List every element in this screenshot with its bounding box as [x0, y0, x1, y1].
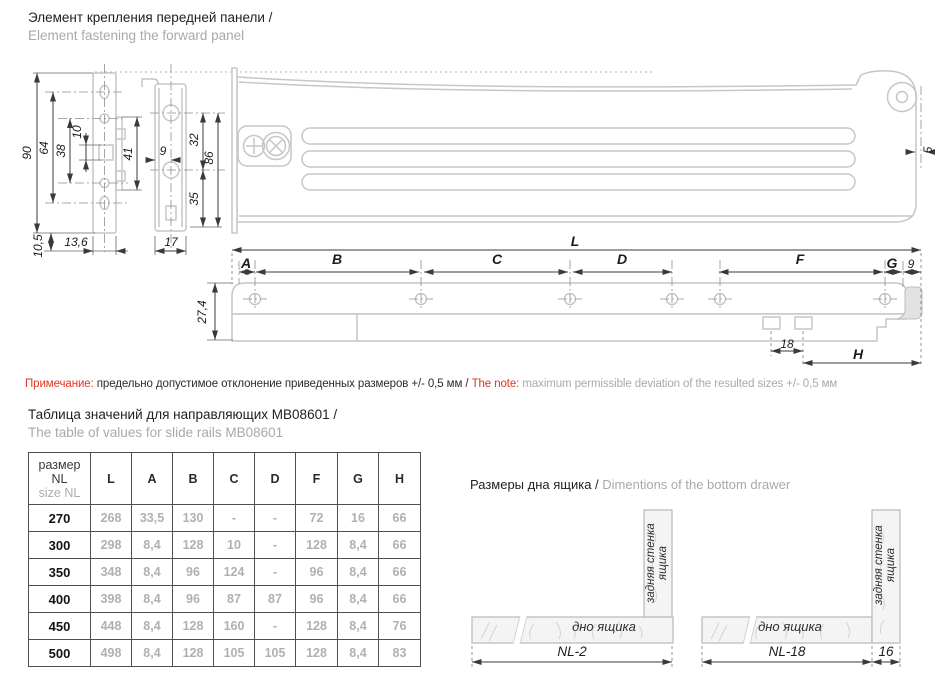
table-title-en: The table of values for slide rails MB08601: [28, 425, 284, 440]
page-title: [28, 9, 272, 45]
cell: 8,4: [338, 640, 379, 667]
dim-label-F: F: [795, 251, 805, 267]
cell: 128: [173, 640, 214, 667]
dim-label-C: C: [491, 251, 503, 267]
cell: 8,4: [132, 586, 173, 613]
size-header-cell: [29, 453, 91, 505]
dim-label-L: L: [570, 233, 580, 249]
size-cell: 300: [29, 532, 91, 559]
cell: 66: [379, 505, 421, 532]
size-cell: 350: [29, 559, 91, 586]
dim-label-27-4: 27,4: [195, 300, 209, 324]
col-header-B: B: [173, 453, 214, 505]
note-label-en: The note:: [471, 378, 520, 390]
cell: 128: [173, 613, 214, 640]
dim-label-32: 32: [187, 133, 201, 147]
cell: -: [255, 532, 296, 559]
cell: 83: [379, 640, 421, 667]
cell: 66: [379, 532, 421, 559]
col-header-H: H: [379, 453, 421, 505]
dim-label-nl-18: NL-18: [768, 644, 806, 659]
table-row: [29, 640, 421, 667]
col-header-L: L: [91, 453, 132, 505]
note-text-en: maximum permissible deviation of the resulted sizes +/- 0,5 мм: [522, 378, 838, 390]
cell: 96: [296, 586, 338, 613]
cell: 72: [296, 505, 338, 532]
cell: 105: [214, 640, 255, 667]
col-header-C: C: [214, 453, 255, 505]
cell: 8,4: [338, 532, 379, 559]
dim-label-B: B: [331, 251, 343, 267]
table-row: [29, 586, 421, 613]
table-row: [29, 559, 421, 586]
drawer-bottom-left-drawing: [472, 510, 673, 668]
cell: -: [255, 613, 296, 640]
cell: 298: [91, 532, 132, 559]
dim-label-10-5: 10,5: [31, 234, 45, 258]
rail-side-view: [232, 68, 917, 233]
cell: 105: [255, 640, 296, 667]
col-header-G: G: [338, 453, 379, 505]
dim-label-86: 86: [202, 151, 216, 165]
size-cell: 270: [29, 505, 91, 532]
cell: 8,4: [132, 613, 173, 640]
rear-wall-label-line2: ящика: [885, 547, 897, 583]
cell: 448: [91, 613, 132, 640]
cell: 87: [255, 586, 296, 613]
drawer-title-en: Dimentions of the bottom drawer: [602, 477, 791, 492]
note: [25, 378, 837, 390]
cell: 8,4: [338, 559, 379, 586]
drawer-section-title: [470, 477, 790, 492]
cell: 96: [296, 559, 338, 586]
cell: 10: [214, 532, 255, 559]
dim-label-38: 38: [54, 144, 68, 158]
size-cell: 400: [29, 586, 91, 613]
cell: 128: [296, 613, 338, 640]
cell: 8,4: [338, 586, 379, 613]
dim-label-5: 5: [921, 146, 935, 154]
dim-label-18: 18: [780, 337, 794, 351]
values-table: [28, 452, 421, 667]
note-text-ru: предельно допустимое отклонение приведенных размеров +/- 0,5 мм: [96, 378, 463, 390]
cell: 96: [173, 559, 214, 586]
cell: 8,4: [338, 613, 379, 640]
table-header-row: [29, 453, 421, 505]
col-header-A: A: [132, 453, 173, 505]
cell: 66: [379, 586, 421, 613]
cell: -: [214, 505, 255, 532]
size-cell: 450: [29, 613, 91, 640]
cell: 348: [91, 559, 132, 586]
rear-wall-label-line1: задняя стенка: [645, 523, 657, 603]
cell: 16: [338, 505, 379, 532]
cell: 130: [173, 505, 214, 532]
cell: 87: [214, 586, 255, 613]
note-separator: /: [462, 378, 472, 390]
cell: 33,5: [132, 505, 173, 532]
table-title-ru: Таблица значений для направляющих МВ08601 /: [28, 407, 338, 422]
cell: 128: [296, 532, 338, 559]
rear-wall-label-line2: ящика: [657, 545, 669, 581]
size-cell: 500: [29, 640, 91, 667]
note-label-ru: Примечание:: [25, 378, 94, 390]
table-row: [29, 532, 421, 559]
cell: 398: [91, 586, 132, 613]
size-header-en: size NL: [38, 485, 81, 500]
cell: 66: [379, 559, 421, 586]
cell: 128: [173, 532, 214, 559]
cell: 8,4: [132, 640, 173, 667]
dim-label-H: H: [852, 346, 864, 362]
cell: 268: [91, 505, 132, 532]
cell: 76: [379, 613, 421, 640]
dim-label-13-6: 13,6: [64, 235, 88, 249]
cell: -: [255, 559, 296, 586]
dim-label-nl-2: NL-2: [557, 644, 587, 659]
table-section-title: [28, 406, 337, 442]
rear-wall-label-line1: задняя стенка: [873, 525, 885, 605]
drawer-bottom-right-drawing: [702, 510, 900, 668]
col-header-F: F: [296, 453, 338, 505]
cell: 8,4: [132, 559, 173, 586]
dim-label-17: 17: [164, 235, 178, 249]
table-row: [29, 505, 421, 532]
dim-label-10: 10: [70, 125, 84, 139]
dim-label-A: A: [240, 255, 252, 271]
dim-label-9-front: 9: [159, 144, 167, 158]
dim-label-G: G: [886, 255, 898, 271]
dim-label-9-plan: 9: [907, 257, 915, 271]
drawer-bottom-label: дно ящика: [572, 619, 636, 634]
drawer-title-ru: Размеры дна ящика /: [470, 477, 603, 492]
col-header-D: D: [255, 453, 296, 505]
dim-label-16: 16: [878, 644, 894, 659]
table-row: [29, 613, 421, 640]
cell: 498: [91, 640, 132, 667]
rail-plan-view: [232, 283, 922, 341]
page-title-ru: Элемент крепления передней панели /: [28, 10, 273, 25]
cell: 160: [214, 613, 255, 640]
size-header-ru: размер: [38, 457, 81, 472]
dim-label-35: 35: [187, 192, 201, 206]
cell: -: [255, 505, 296, 532]
cell: 124: [214, 559, 255, 586]
page-title-en: Element fastening the forward panel: [28, 28, 245, 43]
dim-label-D: D: [616, 251, 628, 267]
cell: 128: [296, 640, 338, 667]
dim-label-41: 41: [121, 147, 135, 161]
cell: 8,4: [132, 532, 173, 559]
cell: 96: [173, 586, 214, 613]
dim-label-90: 90: [20, 146, 34, 160]
size-header-nl: NL: [51, 471, 68, 486]
dim-label-64: 64: [37, 141, 51, 155]
drawer-bottom-label: дно ящика: [758, 619, 822, 634]
